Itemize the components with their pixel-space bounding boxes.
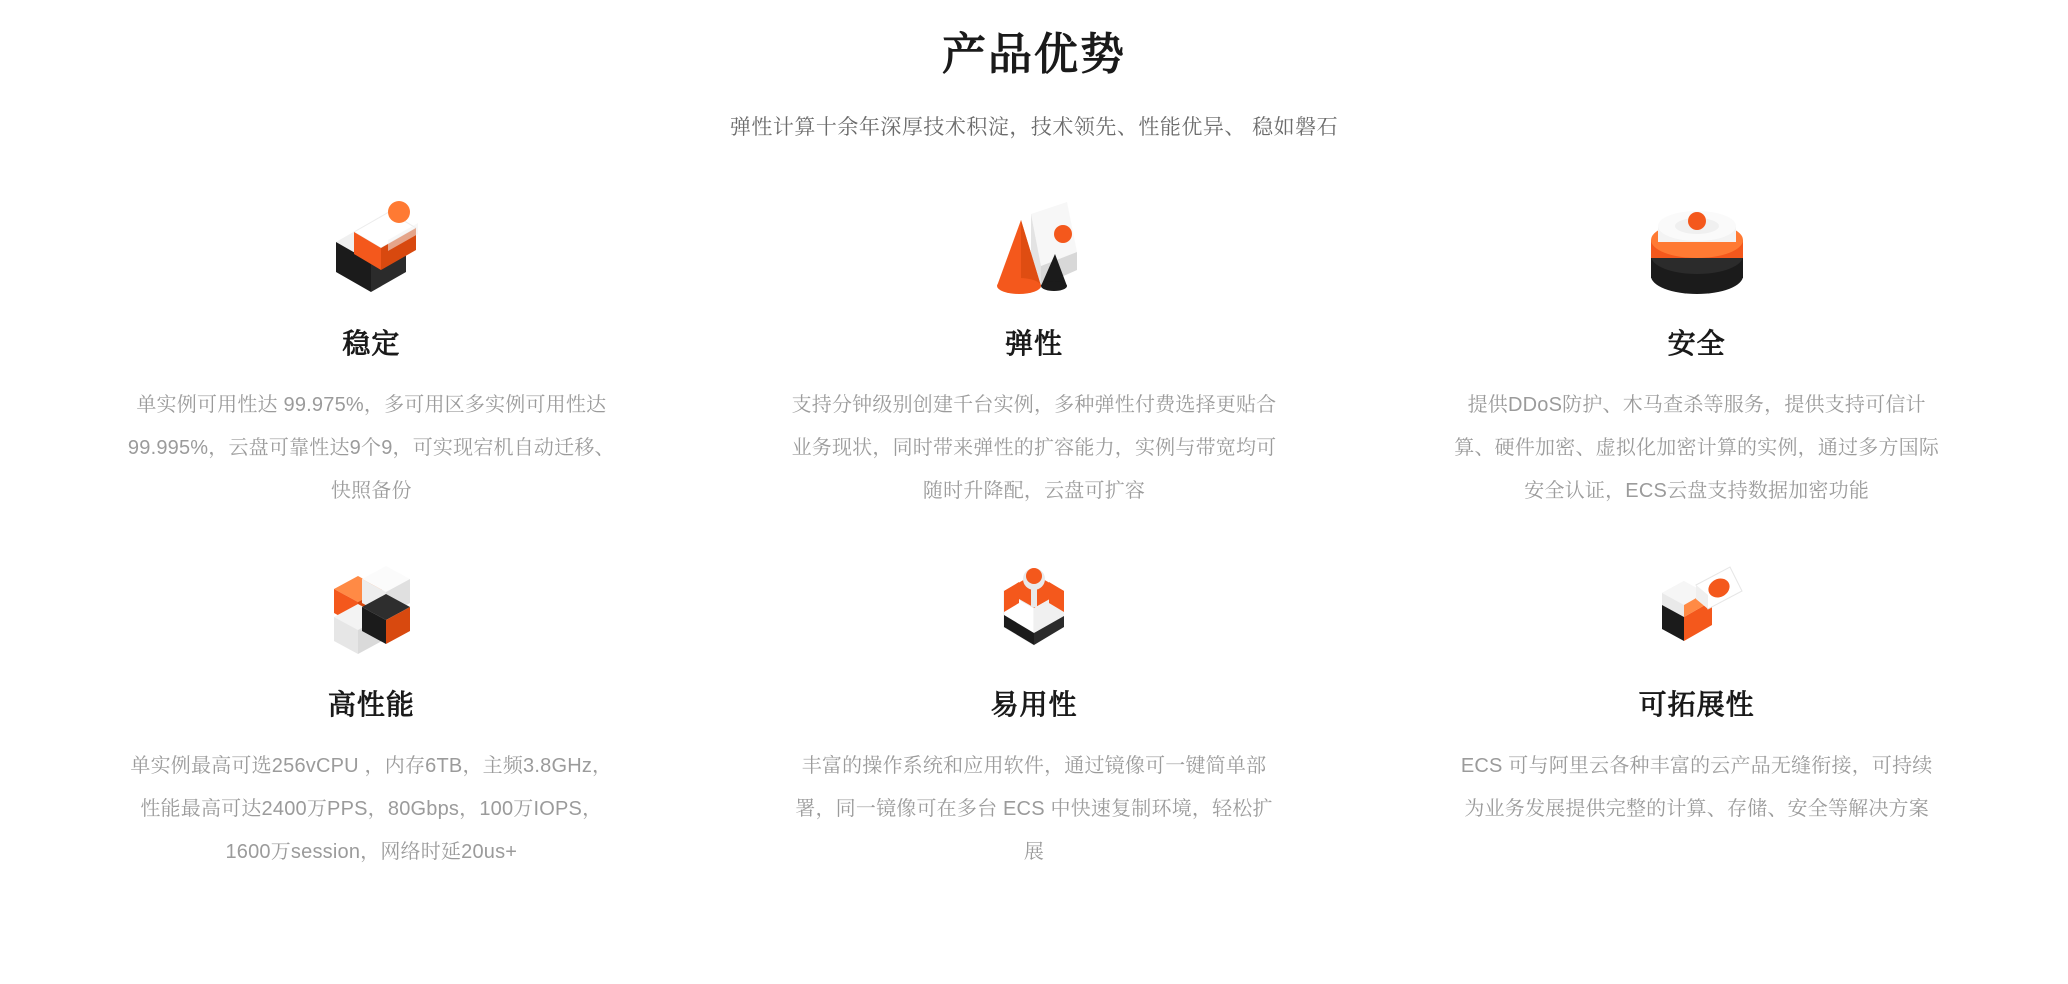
page-subtitle: 弹性计算十余年深厚技术积淀，技术领先、性能优异、 稳如磐石 [729, 116, 1339, 139]
product-advantages-section [0, 20, 2068, 984]
card-description: 丰富的操作系统和应用软件，通过镜像可一键简单部署，同一镜像可在多台 ECS 中快速复制环境，轻松扩展 [795, 755, 1273, 863]
card-description: 单实例可用性达 99.975%，多可用区多实例可用性达 99.995%，云盘可靠性达9个9，可实现宕机自动迁移、快照备份 [127, 394, 615, 502]
advantage-card-stability [40, 188, 703, 513]
card-title: 稳定 [342, 328, 401, 359]
card-description: 提供DDoS防护、木马查杀等服务，提供支持可信计算、硬件加密、虚拟化加密计算的实例，通过多方国际安全认证，ECS云盘支持数据加密功能 [1454, 394, 1940, 502]
cube-stack-icon [291, 188, 451, 312]
shield-cylinder-icon [1617, 188, 1777, 312]
card-description: 支持分钟级别创建千台实例，多种弹性付费选择更贴合业务现状，同时带来弹性的扩容能力，实例与带宽均可随时升降配，云盘可扩容 [791, 394, 1277, 502]
cone-panel-icon [954, 188, 1114, 312]
advantage-card-usability [703, 549, 1366, 874]
page-title: 产品优势 [942, 30, 1126, 79]
card-title: 易用性 [990, 689, 1078, 720]
expand-box-icon [1617, 549, 1777, 673]
card-title: 安全 [1667, 328, 1726, 359]
advantage-card-security [1365, 188, 2028, 513]
card-title: 可拓展性 [1638, 689, 1755, 720]
multi-cube-icon [291, 549, 451, 673]
card-description: ECS 可与阿里云各种丰富的云产品无缝衔接，可持续为业务发展提供完整的计算、存储、安全等解决方案 [1460, 755, 1933, 820]
card-title: 高性能 [327, 689, 415, 720]
gear-cube-icon [954, 549, 1114, 673]
advantages-grid [0, 188, 2068, 874]
advantage-card-elasticity [703, 188, 1366, 513]
card-description: 单实例最高可选256vCPU ，内存6TB，主频3.8GHz，性能最高可达2400万PPS，80Gbps，100万IOPS，1600万session，网络时延20us+ [130, 755, 613, 863]
advantage-card-performance [40, 549, 703, 874]
card-title: 弹性 [1004, 328, 1063, 359]
advantage-card-scalability [1365, 549, 2028, 874]
